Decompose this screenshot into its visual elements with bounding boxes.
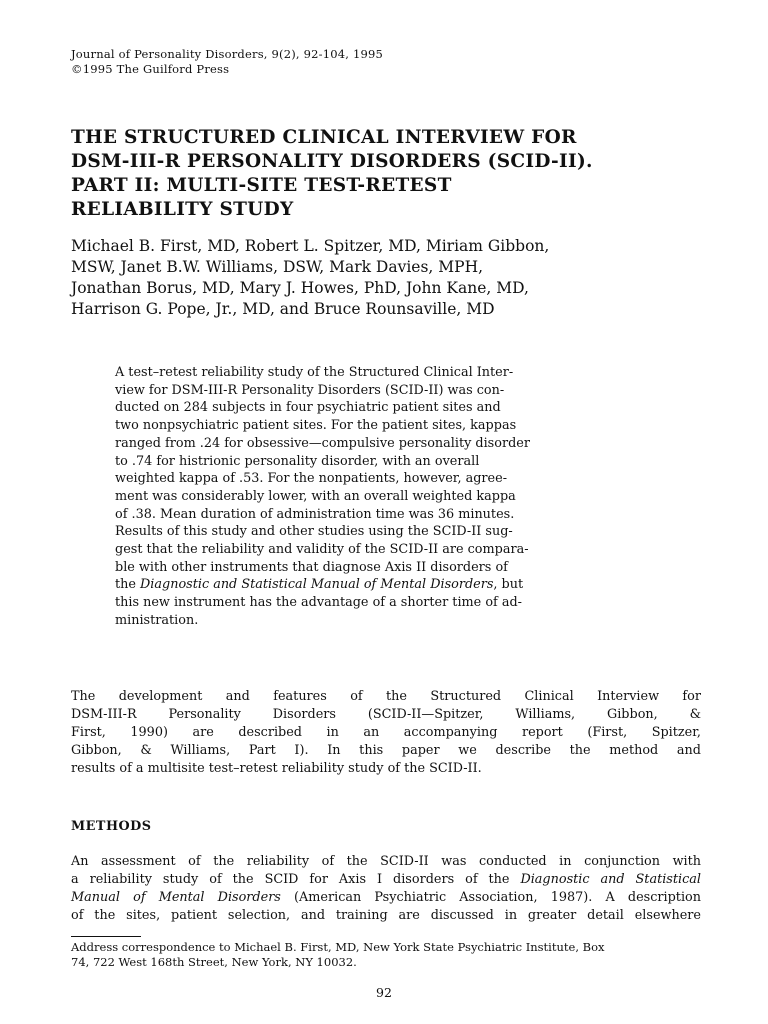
abstract-text: , but xyxy=(493,577,524,593)
footnote-line: 74, 722 West 168th Street, New York, NY 10032. xyxy=(71,955,357,969)
article-title xyxy=(71,126,711,222)
abstract-line: Results of this study and other studies using the SCID-II sug- xyxy=(115,524,513,540)
dsm-title-italic: Diagnostic and Statistical Manual of Mental Disorders xyxy=(140,577,494,593)
intro-paragraph xyxy=(71,688,701,778)
methods-text: a reliability study of the SCID for Axis I disorders of the xyxy=(71,872,521,887)
title-line: PART II: MULTI-SITE TEST-RETEST xyxy=(71,175,452,196)
methods-paragraph xyxy=(71,853,701,925)
abstract-line: weighted kappa of .53. For the nonpatients, however, agree- xyxy=(115,471,508,487)
abstract-line: of .38. Mean duration of administration time was 36 minutes. xyxy=(115,506,515,522)
abstract-line: ducted on 284 subjects in four psychiatric patient sites and xyxy=(115,400,501,416)
page-number: 92 xyxy=(376,985,392,1000)
abstract xyxy=(115,364,635,630)
title-line: DSM-III-R PERSONALITY DISORDERS (SCID-II). xyxy=(71,151,593,172)
abstract-line: ranged from .24 for obsessive—compulsive personality disorder xyxy=(115,435,530,451)
footnote xyxy=(71,940,701,970)
author-list xyxy=(71,236,711,320)
author-line: Harrison G. Pope, Jr., MD, and Bruce Rounsaville, MD xyxy=(71,300,495,318)
abstract-line: view for DSM-III-R Personality Disorders (SCID-II) was con- xyxy=(115,382,505,398)
title-line: RELIABILITY STUDY xyxy=(71,199,294,220)
title-line: THE STRUCTURED CLINICAL INTERVIEW FOR xyxy=(71,127,577,148)
intro-line: The development and features of the Structured Clinical Interview for xyxy=(71,689,701,704)
abstract-line: two nonpsychiatric patient sites. For the patient sites, kappas xyxy=(115,418,517,434)
journal-citation xyxy=(71,47,383,77)
dsm-title-italic: Manual of Mental Disorders xyxy=(71,890,281,905)
abstract-line: to .74 for histrionic personality disorder, with an overall xyxy=(115,453,480,469)
dsm-title-italic: Diagnostic and Statistical xyxy=(520,872,701,887)
abstract-line: gest that the reliability and validity of the SCID-II are compara- xyxy=(115,542,529,558)
abstract-line: ble with other instruments that diagnose Axis II disorders of xyxy=(115,559,508,575)
intro-line: First, 1990) are described in an accompanying report (First, Spitzer, xyxy=(71,725,701,740)
author-line: Jonathan Borus, MD, Mary J. Howes, PhD, John Kane, MD, xyxy=(71,279,529,297)
abstract-line: ment was considerably lower, with an overall weighted kappa xyxy=(115,488,516,504)
methods-heading: METHODS xyxy=(71,819,152,834)
abstract-line: this new instrument has the advantage of a shorter time of ad- xyxy=(115,595,522,611)
intro-line: DSM-III-R Personality Disorders (SCID-II—Spitzer, Williams, Gibbon, & xyxy=(71,707,701,722)
abstract-text: the xyxy=(115,577,141,593)
abstract-line xyxy=(115,576,635,594)
methods-line xyxy=(71,889,701,907)
methods-line xyxy=(71,871,701,889)
footnote-divider xyxy=(71,936,141,937)
methods-line: of the sites, patient selection, and training are discussed in greater detail elsewhere xyxy=(71,908,701,923)
methods-text: (American Psychiatric Association, 1987). A description xyxy=(280,890,701,905)
copyright-line: ©1995 The Guilford Press xyxy=(71,62,230,76)
methods-line: An assessment of the reliability of the SCID-II was conducted in conjunction with xyxy=(71,854,701,869)
journal-line: Journal of Personality Disorders, 9(2), 92-104, 1995 xyxy=(71,47,384,61)
footnote-line: Address correspondence to Michael B. First, MD, New York State Psychiatric Institute, Box xyxy=(71,940,605,954)
intro-line: Gibbon, & Williams, Part I). In this paper we describe the method and xyxy=(71,743,701,758)
abstract-line: A test–retest reliability study of the Structured Clinical Inter- xyxy=(115,365,514,380)
intro-line: results of a multisite test–retest reliability study of the SCID-II. xyxy=(71,761,482,776)
abstract-line: ministration. xyxy=(115,612,199,628)
author-line: Michael B. First, MD, Robert L. Spitzer, MD, Miriam Gibbon, xyxy=(71,237,550,255)
author-line: MSW, Janet B.W. Williams, DSW, Mark Davies, MPH, xyxy=(71,258,484,276)
